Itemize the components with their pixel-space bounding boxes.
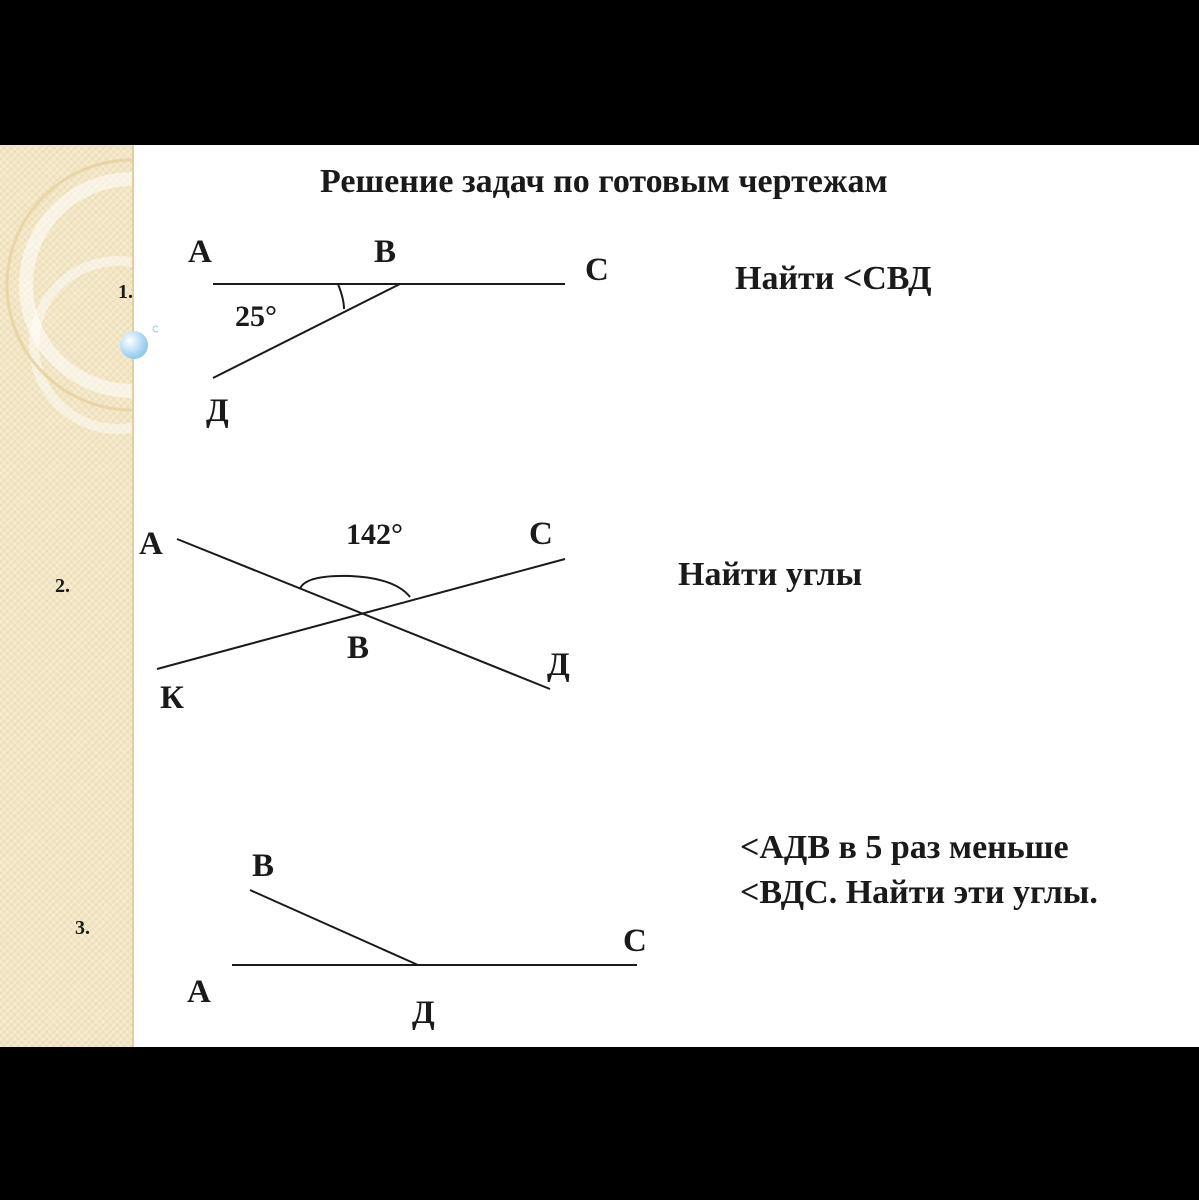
problem-1-point-b: В (374, 234, 397, 270)
angle-arc (300, 576, 410, 597)
problem-3-drawing (232, 890, 637, 965)
problem-2-point-b: В (347, 630, 370, 666)
problem-1-point-d: Д (206, 393, 229, 429)
problem-3-point-c: С (623, 923, 647, 959)
problem-1-task: Найти <СВД (735, 260, 932, 297)
problem-1-point-a: А (188, 234, 212, 270)
problem-3-point-d: Д (412, 995, 435, 1031)
problem-3-point-b: В (252, 848, 275, 884)
angle-arc (338, 284, 344, 309)
problem-2-point-k: К (160, 680, 184, 716)
problem-1-point-c: С (585, 252, 609, 288)
problem-2-point-d: Д (547, 647, 570, 683)
problem-1-angle-label: 25° (235, 300, 277, 333)
problem-2-task: Найти углы (678, 556, 863, 593)
problem-2-angle-label: 142° (346, 518, 403, 551)
problem-3-number: 3. (75, 917, 90, 939)
problem-1-number: 1. (118, 281, 133, 303)
problem-3-task: <АДВ в 5 раз меньше <ВДС. Найти эти углы. (740, 829, 1098, 911)
problem-3-point-a: А (187, 974, 211, 1010)
problem-2-point-c: С (529, 516, 553, 552)
problem-2-drawing (157, 539, 565, 689)
problem-2-point-a: А (139, 526, 163, 562)
slide-title: Решение задач по готовым чертежам (320, 163, 888, 200)
ray-db (250, 890, 418, 965)
slide (0, 145, 1199, 1047)
problem-2-number: 2. (55, 575, 70, 597)
